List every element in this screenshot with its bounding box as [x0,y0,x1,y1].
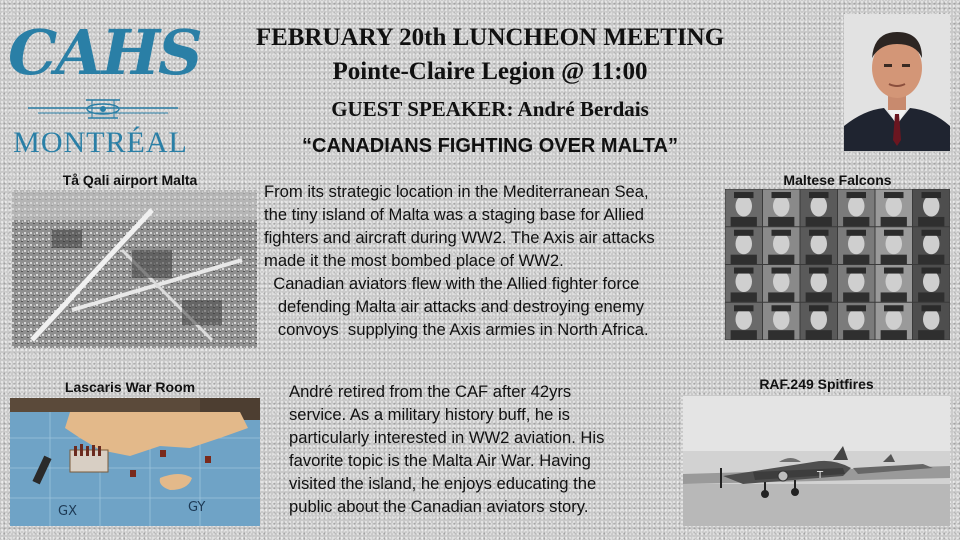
map-label-gx: GX [58,504,77,519]
paragraph-line: Canadian aviators flew with the Allied fighter force [264,274,640,293]
paragraph-line: made it the most bombed place of WW2. [264,251,564,270]
falcon-portrait [876,227,913,264]
falcon-portrait [763,265,800,302]
paragraph-line: defending Malta air attacks and destroying enemy [264,297,645,316]
logo-letters: CAHS [8,16,201,89]
biplane-icon [28,88,178,128]
paragraph-line: André retired from the CAF after 42yrs [289,382,572,401]
falcon-portrait [801,227,838,264]
falcon-portrait [801,265,838,302]
falcon-portrait [763,303,800,340]
caption-airport: Tå Qali airport Malta [62,172,198,188]
paragraph-line: visited the island, he enjoys educating the [289,474,597,493]
paragraph-line: From its strategic location in the Mediterranean Sea, [264,182,649,201]
map-label-gy: GY [188,500,206,515]
spitfire-code-letter: T [817,470,824,481]
paragraph-line: the tiny island of Malta was a staging base for Allied [264,205,645,224]
meeting-location: Pointe-Claire Legion @ 11:00 [332,58,648,85]
guest-speaker: GUEST SPEAKER: André Berdais [331,97,649,121]
falcon-portrait [726,303,763,340]
falcon-portrait [838,190,875,227]
logo-city: MONTRÉAL [13,126,188,159]
caption-warroom: Lascaris War Room [64,379,196,395]
paragraph-line: service. As a military history buff, he is [289,405,570,424]
falcon-portrait [876,303,913,340]
falcon-portrait [763,227,800,264]
falcon-portrait [838,265,875,302]
falcon-portrait [838,227,875,264]
falcon-portrait [876,190,913,227]
falcon-portrait [726,227,763,264]
falcon-portrait [913,190,950,227]
airport-aerial-photo [12,190,257,348]
paragraph-line: fighters and aircraft during WW2. The Axis air attacks [264,228,655,247]
maltese-falcons-photo-grid [725,189,950,340]
speaker-bio-paragraph [289,380,689,518]
falcon-portrait [801,303,838,340]
caption-falcons: Maltese Falcons [783,172,892,188]
falcon-portrait [801,190,838,227]
paragraph-line: particularly interested in WW2 aviation. His [289,428,605,447]
meeting-title: FEBRUARY 20th LUNCHEON MEETING [255,24,725,51]
talk-title: “CANADIANS FIGHTING OVER MALTA” [302,135,678,157]
falcon-portrait [726,190,763,227]
cahs-montreal-logo [8,16,201,159]
falcon-portrait [876,265,913,302]
malta-history-paragraph [264,180,724,341]
falcon-portrait [913,303,950,340]
falcon-portrait [838,303,875,340]
falcon-portrait [763,190,800,227]
paragraph-line: convoys supplying the Axis armies in North Africa. [264,320,649,339]
falcon-portrait [913,227,950,264]
falcon-portrait [913,265,950,302]
war-room-map-photo [10,398,260,526]
caption-spitfires: RAF.249 Spitfires [759,376,874,392]
paragraph-line: public about the Canadian aviators story. [289,497,589,516]
spitfire-aircraft-photo [683,396,950,526]
paragraph-line: favorite topic is the Malta Air War. Having [289,451,591,470]
falcon-portrait [726,265,763,302]
speaker-portrait [844,14,950,151]
